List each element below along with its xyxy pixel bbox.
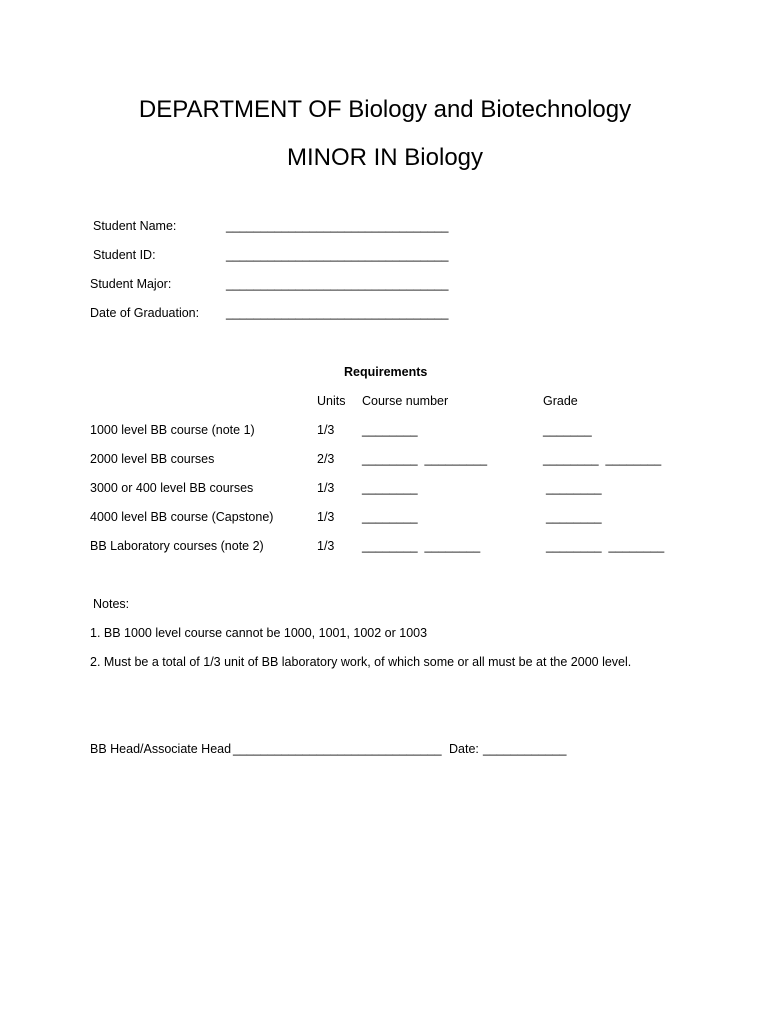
student-major-label: Student Major: bbox=[90, 277, 172, 291]
student-name-field[interactable]: ________________________________ bbox=[226, 219, 449, 233]
grade-field[interactable]: ________ ________ bbox=[543, 452, 662, 466]
requirement-name: 4000 level BB course (Capstone) bbox=[90, 510, 274, 524]
date-field[interactable]: ____________ bbox=[483, 742, 567, 756]
student-major-field[interactable]: ________________________________ bbox=[226, 277, 449, 291]
requirement-name: 1000 level BB course (note 1) bbox=[90, 423, 255, 437]
grade-column-header: Grade bbox=[543, 394, 578, 408]
date-label: Date: bbox=[449, 742, 479, 756]
grade-field[interactable]: ________ bbox=[546, 481, 602, 495]
course-number-field[interactable]: ________ bbox=[362, 510, 418, 524]
requirement-units: 1/3 bbox=[317, 423, 335, 437]
minor-title: MINOR IN Biology bbox=[286, 144, 484, 171]
student-id-field[interactable]: ________________________________ bbox=[226, 248, 449, 262]
notes-heading: Notes: bbox=[93, 597, 130, 611]
course-number-field[interactable]: ________ bbox=[362, 481, 418, 495]
department-title: DEPARTMENT OF Biology and Biotechnology bbox=[138, 96, 632, 123]
graduation-date-field[interactable]: ________________________________ bbox=[226, 306, 449, 320]
signature-label: BB Head/Associate Head bbox=[90, 742, 232, 756]
course-number-field[interactable]: ________ bbox=[362, 423, 418, 437]
note-1: 1. BB 1000 level course cannot be 1000, 1001, 1002 or 1003 bbox=[90, 626, 428, 640]
requirement-units: 1/3 bbox=[317, 481, 335, 495]
units-column-header: Units bbox=[317, 394, 346, 408]
requirement-units: 1/3 bbox=[317, 539, 335, 553]
requirement-name: 3000 or 400 level BB courses bbox=[90, 481, 254, 495]
student-id-label: Student ID: bbox=[93, 248, 156, 262]
requirements-heading: Requirements bbox=[344, 365, 428, 379]
requirement-name: 2000 level BB courses bbox=[90, 452, 215, 466]
graduation-date-label: Date of Graduation: bbox=[90, 306, 200, 320]
requirement-units: 1/3 bbox=[317, 510, 335, 524]
course-number-column-header: Course number bbox=[362, 394, 449, 408]
course-number-field[interactable]: ________ _________ bbox=[362, 452, 488, 466]
grade-field[interactable]: ________ bbox=[546, 510, 602, 524]
course-number-field[interactable]: ________ ________ bbox=[362, 539, 481, 553]
grade-field[interactable]: ________ ________ bbox=[546, 539, 665, 553]
grade-field[interactable]: _______ bbox=[543, 423, 592, 437]
requirement-units: 2/3 bbox=[317, 452, 335, 466]
requirement-name: BB Laboratory courses (note 2) bbox=[90, 539, 264, 553]
signature-field[interactable]: ______________________________ bbox=[233, 742, 442, 756]
note-2: 2. Must be a total of 1/3 unit of BB laboratory work, of which some or all must be at the 2000 level. bbox=[90, 655, 632, 669]
student-name-label: Student Name: bbox=[93, 219, 177, 233]
